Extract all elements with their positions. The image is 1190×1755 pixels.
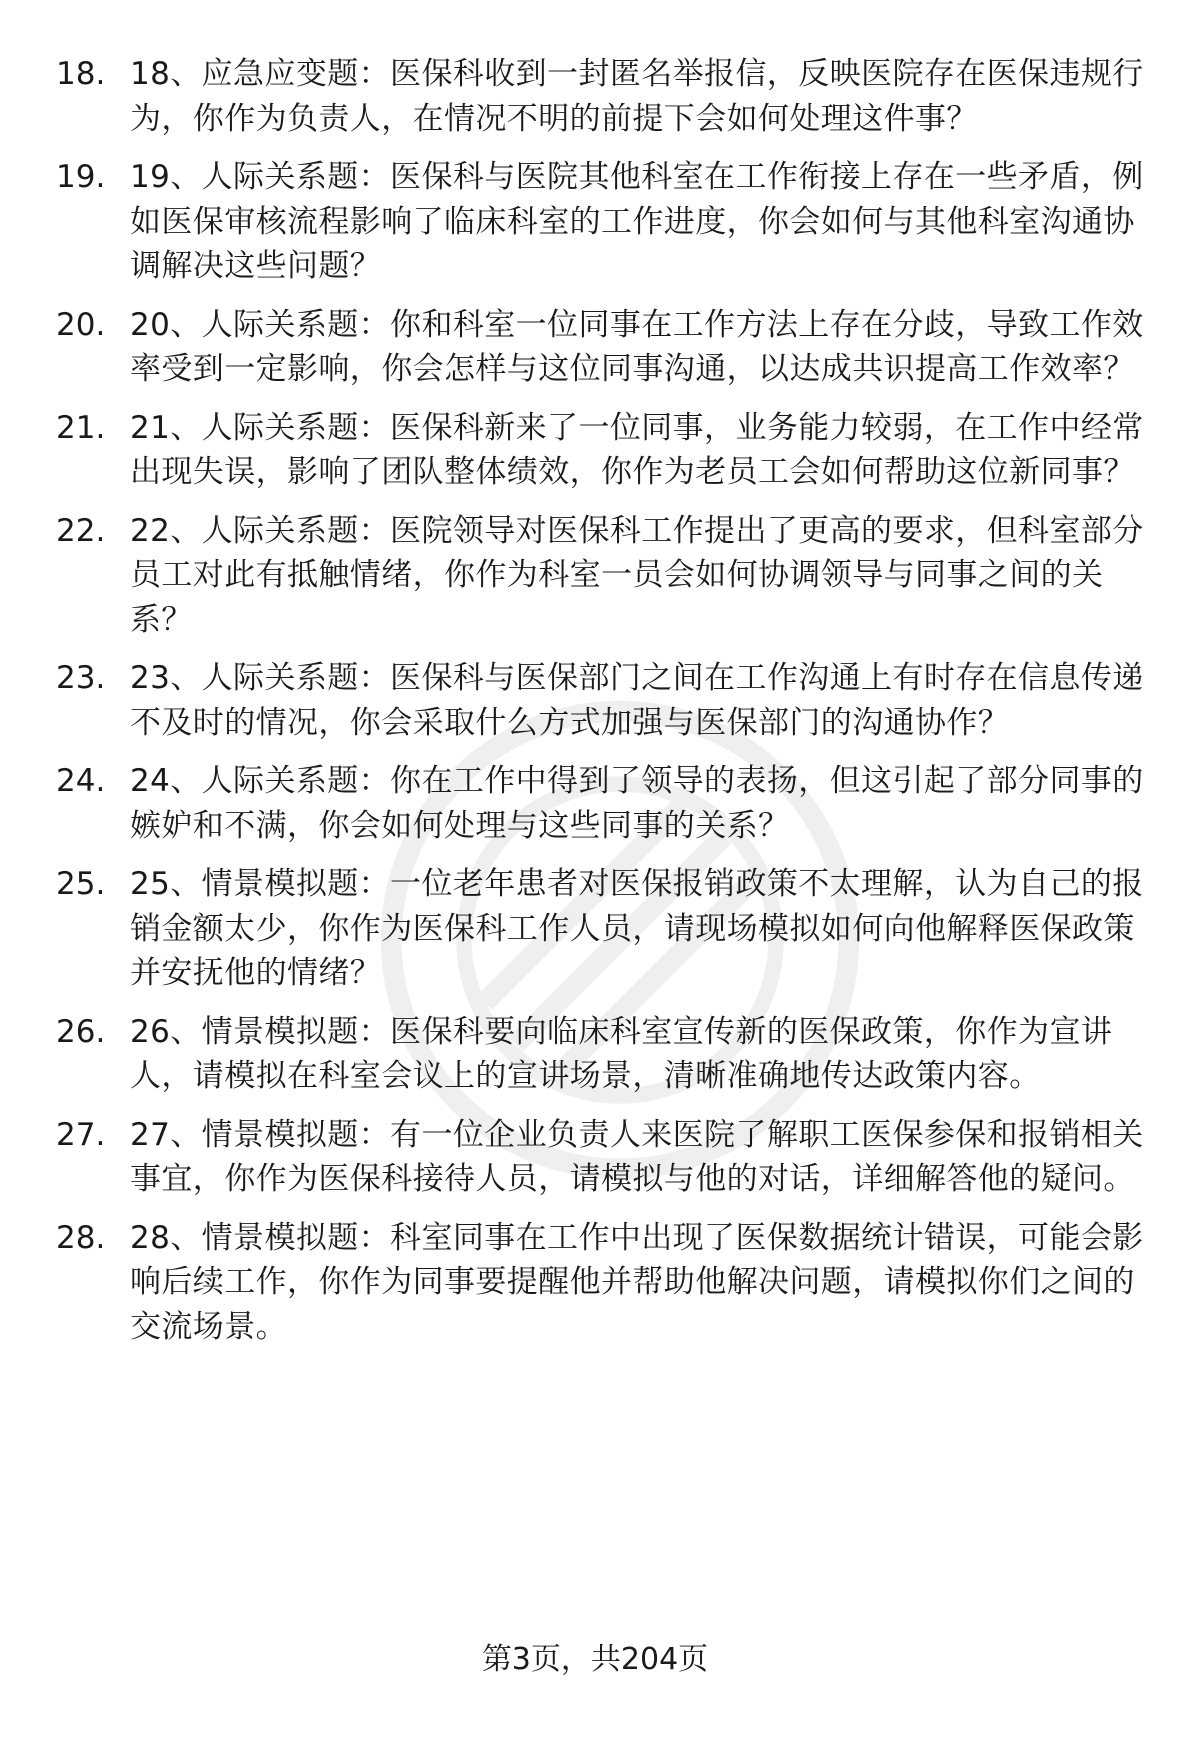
question-number: 23. — [56, 660, 106, 696]
question-item-21 — [56, 406, 1156, 495]
question-number: 28. — [56, 1219, 106, 1256]
question-item-18 — [56, 52, 1156, 141]
question-text: 18、应急应变题：医保科收到一封匿名举报信，反映医院存在医保违规行为，你作为负责人，在情况不明的前提下会如何处理这件事？ — [130, 56, 1144, 137]
question-item-25 — [56, 862, 1156, 996]
question-text: 28、情景模拟题：科室同事在工作中出现了医保数据统计错误，可能会影响后续工作，你作为同事要提醒他并帮助他解决问题，请模拟你们之间的交流场景。 — [130, 1219, 1144, 1345]
question-item-20 — [56, 303, 1156, 392]
page-number-footer: 第3页，共204页 — [481, 1642, 709, 1677]
question-text: 27、情景模拟题：有一位企业负责人来医院了解职工医保参保和报销相关事宜，你作为医保科接待人员，请模拟与他的对话，详细解答他的疑问。 — [130, 1116, 1144, 1197]
question-text: 19、人际关系题：医保科与医院其他科室在工作衔接上存在一些矛盾，例如医保审核流程影响了临床科室的工作进度，你会如何与其他科室沟通协调解决这些问题？ — [130, 159, 1144, 284]
question-text: 26、情景模拟题：医保科要向临床科室宣传新的医保政策，你作为宣讲人，请模拟在科室会议上的宣讲场景，清晰准确地传达政策内容。 — [130, 1013, 1113, 1094]
question-number: 24. — [56, 763, 106, 799]
question-number: 21. — [56, 409, 106, 446]
question-item-24 — [56, 759, 1156, 848]
question-item-28 — [56, 1216, 1156, 1350]
question-item-27 — [56, 1113, 1156, 1202]
question-number: 19. — [56, 159, 106, 195]
question-text: 24、人际关系题：你在工作中得到了领导的表扬，但这引起了部分同事的嫉妒和不满，你会如何处理与这些同事的关系？ — [130, 763, 1144, 844]
question-list — [56, 52, 1156, 1363]
question-item-23 — [56, 656, 1156, 745]
question-number: 27. — [56, 1116, 106, 1153]
question-text: 21、人际关系题：医保科新来了一位同事，业务能力较弱，在工作中经常出现失误，影响了团队整体绩效，你作为老员工会如何帮助这位新同事？ — [130, 409, 1144, 490]
question-text: 22、人际关系题：医院领导对医保科工作提出了更高的要求，但科室部分员工对此有抵触情绪，你作为科室一员会如何协调领导与同事之间的关系？ — [130, 512, 1144, 638]
question-text: 23、人际关系题：医保科与医保部门之间在工作沟通上有时存在信息传递不及时的情况，你会采取什么方式加强与医保部门的沟通协作？ — [130, 660, 1144, 741]
question-text: 20、人际关系题：你和科室一位同事在工作方法上存在分歧，导致工作效率受到一定影响，你会怎样与这位同事沟通，以达成共识提高工作效率？ — [130, 306, 1144, 387]
question-item-22 — [56, 509, 1156, 643]
question-number: 18. — [56, 56, 106, 92]
question-number: 25. — [56, 866, 106, 902]
question-item-19 — [56, 155, 1156, 289]
question-number: 26. — [56, 1013, 106, 1050]
question-item-26 — [56, 1010, 1156, 1099]
question-text: 25、情景模拟题：一位老年患者对医保报销政策不太理解，认为自己的报销金额太少，你作为医保科工作人员，请现场模拟如何向他解释医保政策并安抚他的情绪？ — [130, 866, 1144, 991]
question-number: 20. — [56, 306, 106, 343]
question-number: 22. — [56, 512, 106, 549]
